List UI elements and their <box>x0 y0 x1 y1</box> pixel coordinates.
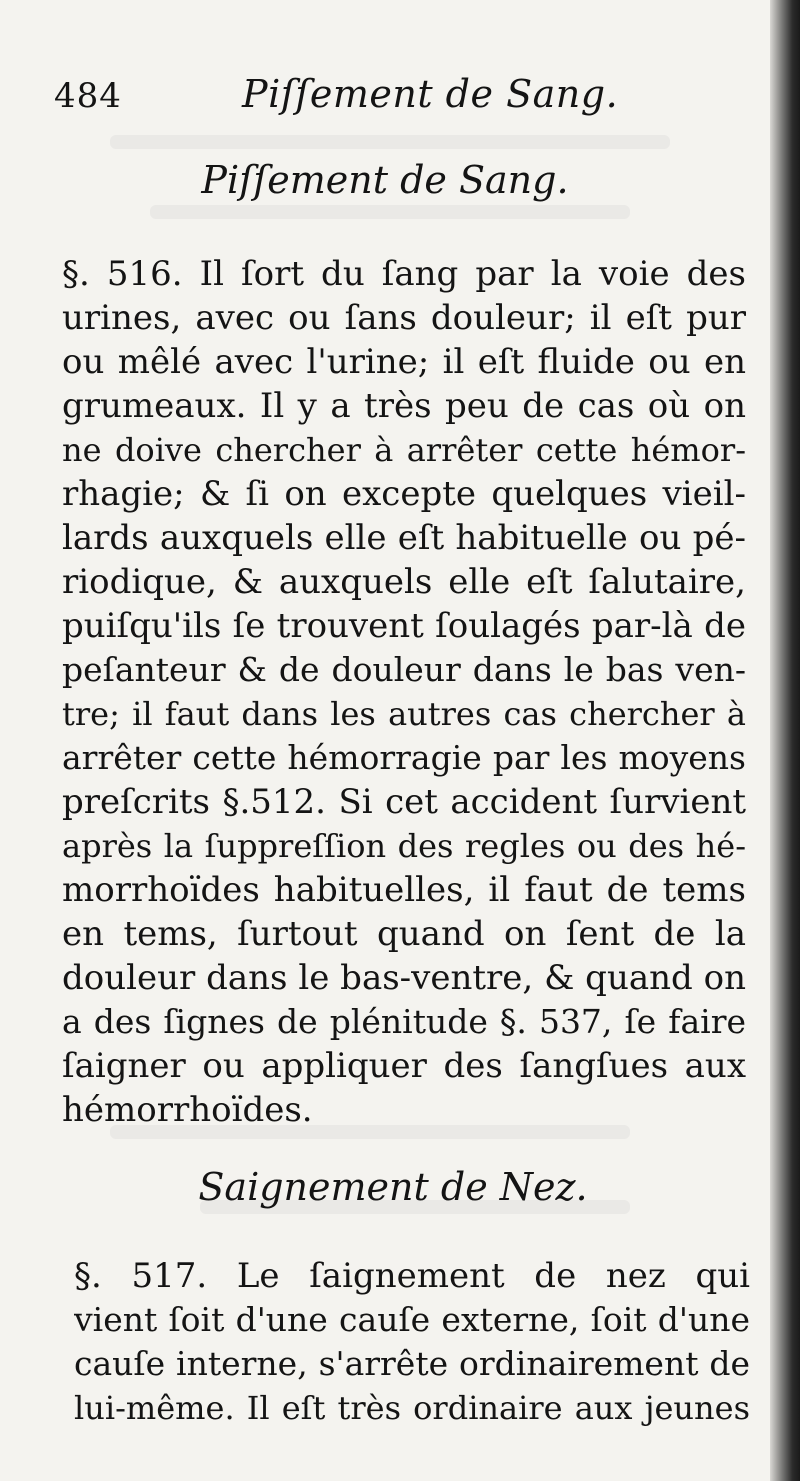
text-line: grumeaux. Il y a très peu de cas où on <box>62 386 746 426</box>
text-line: douleur dans le bas-ventre, & quand on <box>62 958 746 998</box>
text-line: ſaigner ou appliquer des ſangſues aux <box>62 1046 746 1086</box>
text-line: riodique, & auxquels elle eſt ſalutaire, <box>62 562 746 602</box>
text-line: a des ſignes de plénitude §. 537, ſe faire <box>62 1002 746 1041</box>
bleed-through-texture <box>150 205 630 219</box>
text-line: rhagie; & ſi on excepte quelques vieil- <box>62 474 746 514</box>
text-line: tre; il faut dans les autres cas chercher à <box>62 695 746 733</box>
running-title: Piſſement de Sang. <box>242 72 619 116</box>
page-binding-edge <box>770 0 800 1481</box>
text-line: en tems, ſurtout quand on ſent de la <box>62 914 746 954</box>
text-line: hémorrhoïdes. <box>62 1090 313 1130</box>
page-number: 484 <box>54 76 122 116</box>
text-line: cauſe interne, s'arrête ordinairement de <box>74 1344 750 1383</box>
text-line: ne doive chercher à arrêter cette hémor- <box>62 431 746 469</box>
running-head <box>54 72 754 122</box>
text-line: arrêter cette hémorragie par les moyens <box>62 738 746 777</box>
text-line: §. 516. Il ſort du ſang par la voie des <box>62 254 746 294</box>
text-line: preſcrits §.512. Si cet accident ſurvient <box>62 782 746 822</box>
text-line: lards auxquels elle eſt habituelle ou pé- <box>62 518 746 558</box>
text-line: morrhoïdes habituelles, il faut de tems <box>62 870 746 910</box>
text-line: §. 517. Le ſaignement de nez qui <box>74 1256 750 1296</box>
text-line: ou mêlé avec l'urine; il eſt fluide ou en <box>62 342 746 382</box>
text-line: après la ſuppreſſion des regles ou des hé- <box>62 827 746 865</box>
section-heading: Piſſement de Sang. <box>201 158 569 202</box>
paragraph-516 <box>62 252 746 1132</box>
text-line: vient ſoit d'une cauſe externe, ſoit d'une <box>74 1300 750 1339</box>
text-line: puiſqu'ils ſe trouvent ſoulagés par-là de <box>62 606 746 646</box>
text-line: urines, avec ou ſans douleur; il eſt pur <box>62 298 746 338</box>
bleed-through-texture <box>110 135 670 149</box>
text-line: peſanteur & de douleur dans le bas ven- <box>62 650 746 689</box>
paragraph-517 <box>74 1254 750 1430</box>
text-line: lui-même. Il eſt très ordinaire aux jeunes <box>74 1389 750 1427</box>
section-heading: Saignement de Nez. <box>198 1165 588 1209</box>
